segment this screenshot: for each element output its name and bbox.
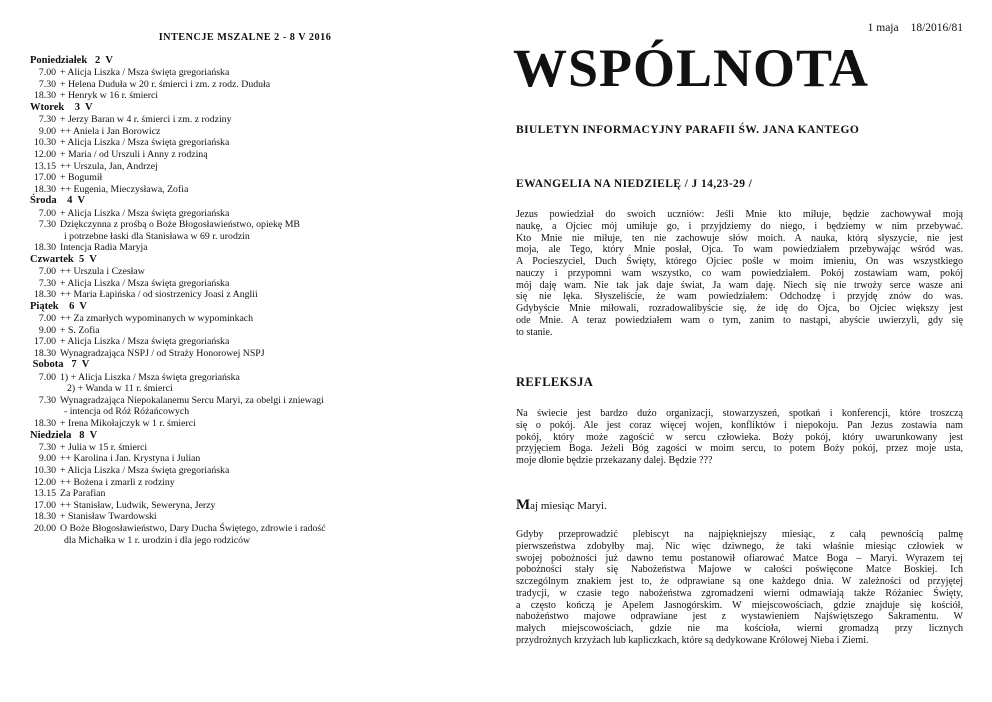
may-line: nabożeństwo majowe odprawiane jest z wystawieniem Najświętszego Sakramentu. W — [516, 611, 963, 623]
intention-line: Wynagradzająca NSPJ / od Straży Honorowej NSPJ — [60, 347, 265, 359]
intention-row — [30, 67, 440, 79]
intention-line: + Julia w 15 r. śmierci — [60, 441, 148, 453]
may-line: pierwszeństwa zdobyłby maj. Nic więc dziwnego, że taki właśnie miesiąc człowiek w — [516, 540, 963, 552]
masthead: WSPÓLNOTA — [513, 38, 870, 98]
may-heading — [516, 497, 607, 514]
mass-time: 7.00 — [38, 67, 56, 79]
intention-row — [30, 442, 440, 454]
bulletin-subtitle: BIULETYN INFORMACYJNY PARAFII ŚW. JANA KANTEGO — [516, 124, 860, 136]
intention-line: + Jerzy Baran w 4 r. śmierci i zm. z rodziny — [60, 114, 232, 126]
day-section — [30, 359, 440, 429]
intention-line: + Maria / od Urszuli i Anny z rodziną — [60, 148, 208, 160]
intention-text — [60, 161, 440, 173]
intention-text — [60, 453, 440, 465]
gospel-line: ode Mnie. A teraz powiedziałem wam o tym, zanim to nastąpi, abyście uwierzyli, gdy się — [516, 314, 963, 326]
intention-row — [30, 395, 440, 418]
day-section — [30, 430, 440, 547]
day-name: Czwartek 5 V — [30, 253, 97, 265]
intention-row — [30, 208, 440, 220]
may-line: Gdyby przeprowadzić plebiscyt na najpiękniejszy miesiąc, z całą pewnością palmę — [516, 529, 963, 540]
day-section — [30, 301, 440, 360]
mass-time: 18.30 — [33, 289, 56, 301]
reflection-text — [516, 408, 963, 467]
intention-line: Intencja Radia Maryja — [60, 242, 148, 254]
mass-time: 18.30 — [33, 183, 56, 195]
intention-line: i potrzebne łaski dla Stanisława w 69 r. urodzin — [64, 230, 250, 242]
intention-row — [30, 79, 440, 91]
mass-time: 18.30 — [33, 347, 56, 359]
intention-line: 1) + Alicja Liszka / Msza święta gregoriańska — [60, 371, 240, 383]
mass-time: 10.30 — [33, 137, 56, 149]
intention-text — [60, 523, 440, 546]
intention-row — [30, 511, 440, 523]
intention-line: + Stanisław Twardowski — [60, 511, 157, 523]
reflection-line: się o pokój. Ale jest coraz więcej wojen, konfliktów i niepokoju. Pan Jezus zostawia nam — [516, 419, 963, 431]
intention-text — [60, 90, 440, 102]
intention-text — [60, 289, 440, 301]
gospel-line: A Pocieszyciel, Duch Święty, którego Ojciec pośle w moim imieniu, On was wszystkiego — [516, 256, 963, 267]
day-name: Niedziela 8 V — [30, 429, 98, 441]
intention-text — [60, 219, 440, 242]
day-name: Wtorek 3 V — [30, 101, 93, 113]
intention-line: Wynagradzająca Niepokalanemu Sercu Maryi, za obelgi i zniewagi — [60, 394, 324, 406]
intention-line: Dziękczynna z prośbą o Boże Błogosławieństwo, opiekę MB — [60, 219, 300, 231]
mass-time: 7.00 — [38, 266, 56, 278]
may-heading-initial: M — [516, 497, 531, 513]
intention-row — [30, 137, 440, 149]
reflection-line: przyjęciem Boga. Jeżeli Bóg zagości w moim sercu, to potem Boży pokój, przez moje usta, — [516, 443, 963, 455]
intention-line: ++ Eugenia, Mieczysława, Zofia — [60, 183, 189, 195]
intention-row — [30, 348, 440, 360]
intention-line: + Alicja Liszka / Msza święta gregoriańska — [60, 465, 230, 477]
intention-row — [30, 219, 440, 242]
intention-line: ++ Urszula, Jan, Andrzej — [60, 160, 158, 172]
mass-time: 17.00 — [33, 499, 56, 511]
intention-text — [60, 418, 440, 430]
intention-line: + Henryk w 16 r. śmierci — [60, 90, 159, 102]
intention-text — [60, 266, 440, 278]
intention-line: ++ Aniela i Jan Borowicz — [60, 125, 161, 137]
may-line: pobożności stały się Nabożeństwa Majowe w całości poświęcone Matce Boskiej. Ich — [516, 564, 963, 576]
intention-row — [30, 418, 440, 430]
mass-time: 7.00 — [38, 313, 56, 325]
mass-time: 13.15 — [33, 488, 56, 500]
intention-row — [30, 172, 440, 184]
mass-time: 10.30 — [33, 465, 56, 477]
gospel-heading: EWANGELIA NA NIEDZIELĘ / J 14,23-29 / — [516, 178, 753, 190]
gospel-line: mój daję wam. Nie tak jak daje świat, Ja wam daję. Niech się nie trwoży serce wasze ani — [516, 279, 963, 291]
intention-text — [60, 442, 440, 454]
intention-line: + Alicja Liszka / Msza święta gregoriańska — [60, 277, 230, 289]
intention-text — [60, 348, 440, 360]
gospel-line: Kto Mnie nie miłuje, ten nie zachowuje słów moich. A nauka, którą słyszycie, nie jest — [516, 232, 963, 244]
intention-line: O Boże Błogosławieństwo, Dary Ducha Świętego, zdrowie i radość — [60, 523, 326, 535]
intentions-column — [30, 32, 440, 546]
intention-line: ++ Urszula i Czesław — [60, 266, 145, 278]
intention-row — [30, 325, 440, 337]
intention-row — [30, 184, 440, 196]
gospel-text — [516, 209, 963, 338]
intention-line: ++ Karolina i Jan. Krystyna i Julian — [60, 453, 201, 465]
mass-time: 7.30 — [38, 277, 56, 289]
may-line: małych miejscowościach, gdzie nie ma kościoła, wierni gromadzą przy licznych — [516, 623, 963, 634]
may-line: szczególnym znakiem jest to, że odprawiane są one każdego dnia. W zależności od przyjętej — [516, 576, 963, 587]
mass-time: 18.30 — [33, 90, 56, 102]
intention-text — [60, 67, 440, 79]
day-name: Piątek 6 V — [30, 300, 87, 312]
intention-line: ++ Stanisław, Ludwik, Seweryna, Jerzy — [60, 499, 216, 511]
intention-line: + Alicja Liszka / Msza święta gregoriańska — [60, 67, 230, 79]
day-section — [30, 55, 440, 102]
intention-line: - intencja od Róż Różańcowych — [64, 406, 190, 418]
reflection-line: moje dłonie będzie przekazany dalej. Będzie ??? — [516, 455, 713, 466]
mass-time: 17.00 — [33, 336, 56, 348]
may-heading-rest: aj miesiąc Maryi. — [530, 500, 607, 512]
intention-line: 2) + Wanda w 11 r. śmierci — [67, 383, 173, 395]
intention-row — [30, 278, 440, 290]
intention-text — [60, 126, 440, 138]
may-line: a często kończą je Apelem Jasnogórskim. W miejscowościach, gdzie znajduje się kościół, — [516, 599, 963, 611]
intention-line: dla Michałka w 1 r. urodzin i dla jego rodziców — [64, 534, 251, 546]
intention-row — [30, 336, 440, 348]
intention-text — [60, 395, 440, 418]
mass-time: 18.30 — [33, 242, 56, 254]
intention-text — [60, 79, 440, 91]
mass-time: 9.00 — [38, 453, 56, 465]
mass-time: 7.30 — [38, 441, 56, 453]
intention-row — [30, 114, 440, 126]
intention-row — [30, 372, 440, 395]
intention-line: + Irena Mikołajczyk w 1 r. śmierci — [60, 418, 196, 430]
intention-line: ++ Za zmarłych wypominanych w wypominkach — [60, 313, 254, 325]
intention-text — [60, 137, 440, 149]
mass-time: 7.30 — [38, 78, 56, 90]
intentions-list — [30, 55, 440, 546]
intention-text — [60, 184, 440, 196]
intention-text — [60, 242, 440, 254]
intention-line: + Alicja Liszka / Msza święta gregoriańska — [60, 207, 230, 219]
day-section — [30, 102, 440, 195]
gospel-line: to stanie. — [516, 326, 553, 338]
intention-line: Za Parafian — [60, 488, 106, 500]
mass-time: 7.00 — [38, 207, 56, 219]
intention-row — [30, 500, 440, 512]
intention-text — [60, 465, 440, 477]
mass-time: 20.00 — [33, 523, 56, 535]
intention-row — [30, 126, 440, 138]
intention-line: + Bogumił — [60, 172, 103, 184]
reflection-line: pokój, który może zagościć w sercu człowieka. Boży pokój, który uwarunkowany jest — [516, 431, 963, 443]
intention-text — [60, 336, 440, 348]
mass-time: 9.00 — [38, 324, 56, 336]
mass-time: 7.30 — [38, 219, 56, 231]
intention-row — [30, 161, 440, 173]
mass-time: 12.00 — [33, 148, 56, 160]
may-line: tradycji, w czasie tego nabożeństwa zgromadzeni wierni odmawiają także Różaniec Święty, — [516, 587, 963, 599]
may-line: swojej pobożności już dawno temu postanowił ofiarować Matce Boga – Maryi. Wyrazem tej — [516, 552, 963, 564]
intention-text — [60, 325, 440, 337]
intention-row — [30, 465, 440, 477]
intention-text — [60, 149, 440, 161]
gospel-line: Gdybyście Mnie miłowali, rozradowalibyście się, że idę do Ojca, bo Ojciec większy jest — [516, 303, 963, 314]
intention-text — [60, 500, 440, 512]
intention-text — [60, 313, 440, 325]
intention-line: ++ Maria Łapińska / od siostrzenicy Joasi z Anglii — [60, 289, 258, 301]
intention-text — [60, 172, 440, 184]
mass-time: 7.00 — [38, 371, 56, 383]
day-name: Środa 4 V — [30, 195, 86, 207]
day-name: Sobota 7 V — [30, 359, 90, 371]
intention-line: + Alicja Liszka / Msza święta gregoriańska — [60, 137, 230, 149]
reflection-line: Na świecie jest bardzo dużo organizacji, stowarzyszeń, spotkań i konferencji, które troszczą — [516, 408, 963, 419]
mass-time: 12.00 — [33, 476, 56, 488]
mass-time: 17.00 — [33, 172, 56, 184]
mass-time: 9.00 — [38, 125, 56, 137]
intentions-title: INTENCJE MSZALNE 2 - 8 V 2016 — [158, 32, 332, 43]
intention-text — [60, 477, 440, 489]
intention-text — [60, 511, 440, 523]
gospel-line: Jezus powiedział do swoich uczniów: Jeśli Mnie kto miłuje, będzie zachowywał moją — [516, 209, 963, 220]
may-line: przydrożnych krzyżach lub kapliczkach, które są dedykowane Królowej Nieba i Ziemi. — [516, 634, 869, 646]
intention-text — [60, 208, 440, 220]
reflection-heading: REFLEKSJA — [516, 375, 594, 389]
intention-line: ++ Bożena i zmarli z rodziny — [60, 476, 175, 488]
mass-time: 13.15 — [33, 160, 56, 172]
day-section — [30, 254, 440, 301]
mass-time: 7.30 — [38, 114, 56, 126]
intention-row — [30, 149, 440, 161]
day-section — [30, 195, 440, 254]
gospel-line: naukę, a Ojciec mój umiłuje go, i przyjdziemy do niego, i będziemy w nim przebywać. — [516, 220, 963, 232]
mass-time: 7.30 — [38, 394, 56, 406]
intention-row — [30, 477, 440, 489]
intention-row — [30, 289, 440, 301]
gospel-line: moja, ale Tego, który Mnie posłał, Ojca. To wam powiedziałem przebywając wśród was. — [516, 244, 963, 256]
gospel-line: nauczy i przypomni wam wszystko, co wam powiedziałem. Pokój zostawiam wam, pokój — [516, 267, 963, 279]
mass-time: 18.30 — [33, 511, 56, 523]
intention-row — [30, 90, 440, 102]
intention-line: + Helena Duduła w 20 r. śmierci i zm. z rodz. Duduła — [60, 78, 271, 90]
intention-text — [60, 114, 440, 126]
issue-number: 18/2016/81 — [910, 22, 963, 34]
intention-text — [60, 488, 440, 500]
intention-line: + S. Zofia — [60, 324, 100, 336]
intention-row — [30, 453, 440, 465]
intention-text — [60, 278, 440, 290]
intention-row — [30, 488, 440, 500]
mass-time: 18.30 — [33, 418, 56, 430]
intention-row — [30, 242, 440, 254]
issue-info — [868, 22, 963, 34]
may-text — [516, 529, 963, 647]
intention-line: + Alicja Liszka / Msza święta gregoriańska — [60, 336, 230, 348]
issue-date: 1 maja — [867, 22, 899, 34]
intention-row — [30, 313, 440, 325]
intention-row — [30, 523, 440, 546]
intention-text — [60, 372, 440, 395]
day-name: Poniedziałek 2 V — [30, 55, 113, 66]
intention-row — [30, 266, 440, 278]
gospel-line: się nie lęka. Słyszeliście, że wam powiedziałem: Odchodzę i przyjdę znów do was. — [516, 291, 963, 303]
